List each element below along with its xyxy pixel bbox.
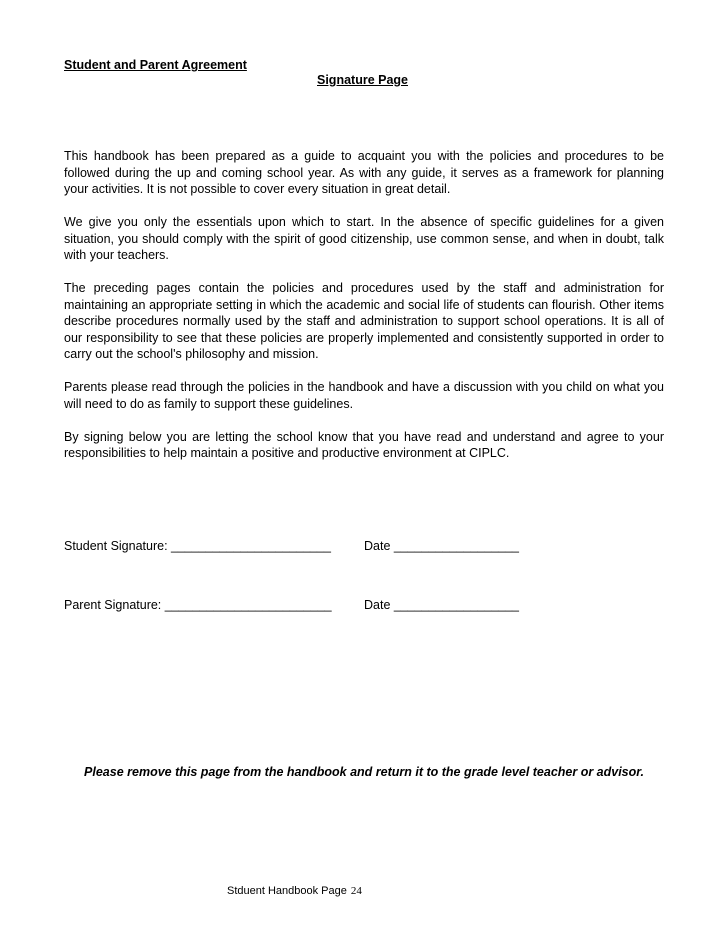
document-title: Student and Parent Agreement	[64, 58, 247, 72]
student-signature-line: Student Signature: _______________________	[64, 539, 331, 553]
paragraph-parents: Parents please read through the policies in the handbook and have a discussion with you child on what you will need to do as family to support these guidelines.	[64, 380, 664, 411]
student-date-line: Date __________________	[364, 539, 520, 553]
page-footer	[227, 885, 362, 897]
paragraph-intro: This handbook has been prepared as a guide to acquaint you with the policies and procedures to be followed during the up and coming school year. As with any guide, it serves as a framework for planning your activities. It is not possible to cover every situation in great detail.	[64, 149, 664, 196]
paragraph-signing: By signing below you are letting the school know that you have read and understand and agree to your responsibilities to help maintain a positive and productive environment at CIPLC.	[64, 429, 664, 460]
parent-signature-line: Parent Signature: ________________________	[64, 598, 332, 612]
body-text	[64, 148, 664, 478]
return-notice: Please remove this page from the handbook and return it to the grade level teacher or advisor.	[84, 765, 644, 779]
document-subtitle: Signature Page	[317, 73, 408, 87]
page-number: 24	[350, 885, 362, 897]
parent-date-line: Date __________________	[364, 598, 520, 612]
footer-label: Stduent Handbook Page	[227, 885, 347, 897]
paragraph-essentials: We give you only the essentials upon which to start. In the absence of specific guidelines for a given situation, you should comply with the spirit of good citizenship, use common sense, and when in doubt, talk with your teachers.	[64, 215, 664, 262]
paragraph-policies: The preceding pages contain the policies and procedures used by the staff and administration for maintaining an appropriate setting in which the academic and social life of students can flourish. Other items describe procedures normally used by the staff and administration to support school operations. It is all of our responsibility to see that these policies are properly implemented and consistently supported in order to carry out the school's philosophy and mission.	[64, 281, 664, 361]
